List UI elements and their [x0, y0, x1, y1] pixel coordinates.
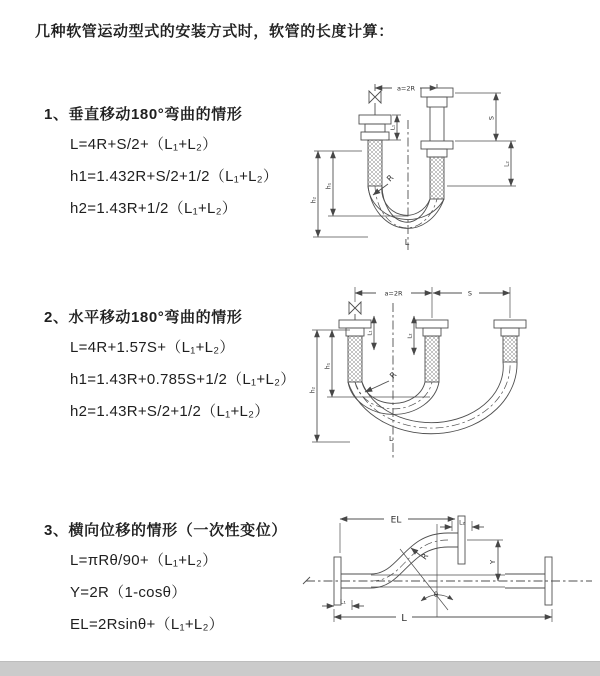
section-2-heading: 2、水平移动180°弯曲的情形 [44, 309, 243, 326]
formula-s2-h1: h1=1.43R+0.785S+1/2（L₁+L₂） [70, 371, 296, 388]
radius-label: R [388, 370, 399, 381]
dim-label-l2: L₂ [459, 519, 465, 527]
page-title: 几种软管运动型式的安装方式时，软管的长度计算： [35, 23, 394, 40]
dim-label-l1: L₁ [367, 330, 374, 336]
length-label: L [404, 238, 410, 247]
section-3-heading: 3、横向位移的情形（一次性变位） [44, 522, 287, 539]
dim-label-l2: L₂ [407, 333, 414, 339]
scan-bottom-edge [0, 661, 600, 676]
dim-label-l1: L₁ [340, 598, 346, 606]
dim-label-y: Y [489, 559, 497, 565]
dim-label-l2: L₂ [503, 161, 511, 167]
valve-icon [349, 302, 361, 320]
formula-s3-Y: Y=2R（1-cosθ） [70, 584, 187, 601]
hose-s-curve [371, 533, 448, 588]
center-axis [303, 577, 592, 584]
middle-pipe-fitting [416, 320, 448, 382]
left-pipe-fitting [339, 320, 371, 382]
dim-label-el: EL [390, 515, 402, 526]
dim-a2r-s [355, 287, 510, 318]
dim-label-h1: h₁ [324, 362, 332, 370]
section-1-text [44, 103, 324, 231]
diagram-horizontal-180-bend [306, 276, 598, 468]
dim-s-l2 [447, 93, 516, 186]
radius-leader [365, 381, 389, 392]
dim-label-a2r: a=2R [384, 289, 403, 298]
formula-s3-EL: EL=2Rsinθ+（L₁+L₂） [70, 616, 224, 633]
section-1-heading: 1、垂直移动180°弯曲的情形 [44, 106, 243, 123]
formula-s2-h2: h2=1.43R+S/2+1/2（L₁+L₂） [70, 403, 270, 420]
dim-label-h1: h₁ [325, 182, 333, 190]
diagram-vertical-180-bend [310, 70, 596, 262]
dim-h1-h2 [310, 151, 408, 237]
dim-h1-h2 [309, 330, 430, 442]
section-3-text [44, 519, 324, 647]
formula-s1-h1: h1=1.432R+S/2+1/2（L₁+L₂） [70, 168, 279, 185]
dim-label-l1: L₁ [390, 124, 397, 131]
formula-s3-L: L=πRθ/90+（L₁+L₂） [70, 552, 218, 569]
radius-label: R [419, 551, 431, 562]
dim-label-h2: h₂ [309, 386, 317, 394]
length-label: L [389, 435, 393, 443]
radius-label: R [385, 173, 396, 184]
dim-label-a2r: a=2R [396, 84, 416, 93]
dim-label-s: S [487, 115, 496, 121]
diagram-lateral-displacement [298, 500, 598, 648]
formula-s2-L: L=4R+1.57S+（L₁+L₂） [70, 339, 235, 356]
dim-label-s: S [467, 289, 473, 298]
formula-s1-h2: h2=1.43R+1/2（L₁+L₂） [70, 200, 238, 217]
length-label: L [401, 613, 407, 624]
dim-length [334, 609, 552, 622]
right-pipe-fitting [494, 320, 526, 362]
angle-label: θ [433, 591, 439, 599]
angle-construction [400, 524, 453, 617]
valve-icon [369, 91, 381, 115]
section-2-text [44, 306, 324, 434]
dim-label-h2: h₂ [310, 196, 318, 204]
formula-s1-L: L=4R+S/2+（L₁+L₂） [70, 136, 218, 153]
right-pipe-fitting [421, 88, 453, 199]
